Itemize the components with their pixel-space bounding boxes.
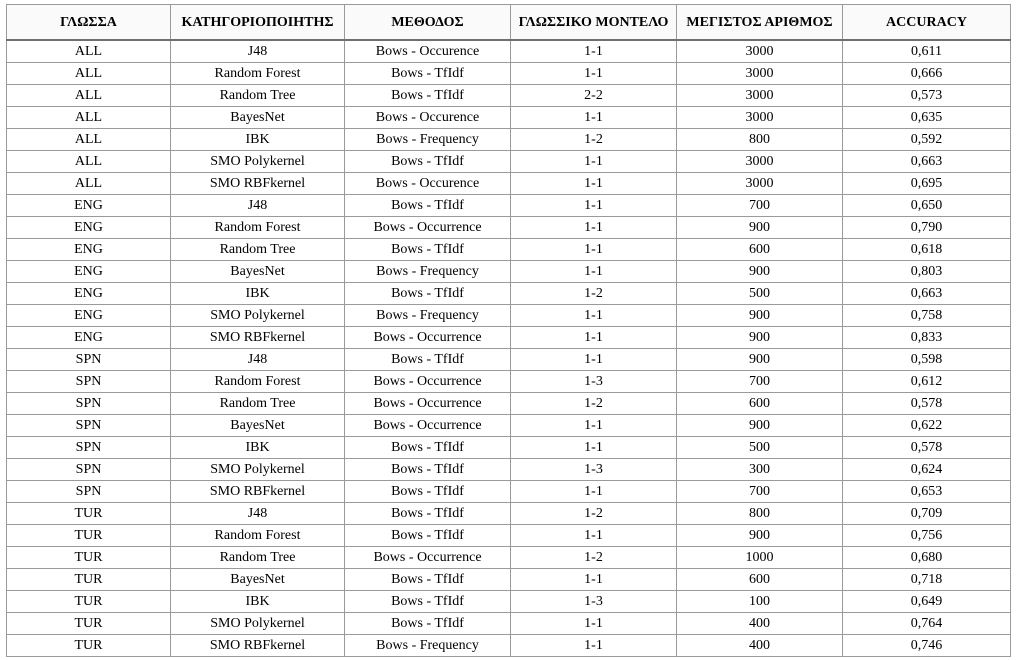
cell-language-model[interactable]: 1-1 xyxy=(511,40,677,63)
cell-language[interactable]: TUR xyxy=(7,591,171,613)
cell-max-number[interactable]: 900 xyxy=(677,305,843,327)
cell-method[interactable]: Bows - TfIdf xyxy=(345,525,511,547)
cell-max-number[interactable]: 300 xyxy=(677,459,843,481)
cell-classifier[interactable]: IBK xyxy=(171,129,345,151)
cell-accuracy[interactable]: 0,718 xyxy=(843,569,1011,591)
cell-accuracy[interactable]: 0,695 xyxy=(843,173,1011,195)
cell-max-number[interactable]: 900 xyxy=(677,349,843,371)
cell-accuracy[interactable]: 0,764 xyxy=(843,613,1011,635)
cell-method[interactable]: Bows - Occurrence xyxy=(345,217,511,239)
table-row xyxy=(7,151,1011,173)
cell-language[interactable]: ALL xyxy=(7,173,171,195)
cell-classifier[interactable]: IBK xyxy=(171,591,345,613)
cell-classifier[interactable]: Random Tree xyxy=(171,239,345,261)
cell-language[interactable]: ALL xyxy=(7,151,171,173)
cell-language[interactable]: ENG xyxy=(7,195,171,217)
table-row xyxy=(7,63,1011,85)
cell-max-number[interactable]: 100 xyxy=(677,591,843,613)
cell-classifier[interactable]: SMO RBFkernel xyxy=(171,635,345,657)
cell-accuracy[interactable]: 0,573 xyxy=(843,85,1011,107)
cell-accuracy[interactable]: 0,650 xyxy=(843,195,1011,217)
table-row xyxy=(7,371,1011,393)
cell-language[interactable]: TUR xyxy=(7,613,171,635)
header-language-model[interactable]: ΓΛΩΣΣΙΚΟ ΜΟΝΤΕΛΟ xyxy=(511,5,677,41)
cell-language[interactable]: ALL xyxy=(7,63,171,85)
cell-accuracy[interactable]: 0,833 xyxy=(843,327,1011,349)
table-row xyxy=(7,239,1011,261)
cell-classifier[interactable]: Random Forest xyxy=(171,525,345,547)
cell-accuracy[interactable]: 0,649 xyxy=(843,591,1011,613)
cell-accuracy[interactable]: 0,611 xyxy=(843,40,1011,63)
cell-method[interactable]: Bows - TfIdf xyxy=(345,151,511,173)
cell-language-model[interactable]: 1-1 xyxy=(511,349,677,371)
cell-language-model[interactable]: 1-1 xyxy=(511,305,677,327)
results-sheet xyxy=(6,4,1010,657)
cell-classifier[interactable]: SMO RBFkernel xyxy=(171,173,345,195)
cell-classifier[interactable]: Random Tree xyxy=(171,85,345,107)
cell-language-model[interactable]: 1-2 xyxy=(511,547,677,569)
cell-accuracy[interactable]: 0,612 xyxy=(843,371,1011,393)
cell-accuracy[interactable]: 0,790 xyxy=(843,217,1011,239)
cell-language[interactable]: TUR xyxy=(7,635,171,657)
cell-classifier[interactable]: IBK xyxy=(171,283,345,305)
table-row xyxy=(7,635,1011,657)
cell-language[interactable]: ENG xyxy=(7,305,171,327)
cell-max-number[interactable]: 900 xyxy=(677,415,843,437)
cell-method[interactable]: Bows - TfIdf xyxy=(345,283,511,305)
cell-accuracy[interactable]: 0,663 xyxy=(843,283,1011,305)
cell-language-model[interactable]: 1-2 xyxy=(511,283,677,305)
cell-classifier[interactable]: Random Forest xyxy=(171,217,345,239)
table-row xyxy=(7,85,1011,107)
cell-language[interactable]: SPN xyxy=(7,437,171,459)
cell-language[interactable]: ALL xyxy=(7,85,171,107)
cell-language-model[interactable]: 1-2 xyxy=(511,503,677,525)
cell-accuracy[interactable]: 0,635 xyxy=(843,107,1011,129)
cell-max-number[interactable]: 700 xyxy=(677,481,843,503)
cell-classifier[interactable]: Random Forest xyxy=(171,63,345,85)
cell-language-model[interactable]: 1-1 xyxy=(511,151,677,173)
table-row xyxy=(7,547,1011,569)
cell-classifier[interactable]: SMO RBFkernel xyxy=(171,327,345,349)
cell-max-number[interactable]: 500 xyxy=(677,283,843,305)
cell-method[interactable]: Bows - TfIdf xyxy=(345,349,511,371)
cell-language[interactable]: SPN xyxy=(7,393,171,415)
header-max-number[interactable]: ΜΕΓΙΣΤΟΣ ΑΡΙΘΜΟΣ xyxy=(677,5,843,41)
table-row xyxy=(7,393,1011,415)
table-row xyxy=(7,129,1011,151)
cell-language-model[interactable]: 1-1 xyxy=(511,635,677,657)
header-row xyxy=(7,5,1011,41)
cell-language[interactable]: SPN xyxy=(7,371,171,393)
cell-language[interactable]: ENG xyxy=(7,283,171,305)
cell-max-number[interactable]: 600 xyxy=(677,239,843,261)
cell-classifier[interactable]: J48 xyxy=(171,349,345,371)
cell-method[interactable]: Bows - TfIdf xyxy=(345,503,511,525)
table-row xyxy=(7,437,1011,459)
cell-language[interactable]: ENG xyxy=(7,217,171,239)
table-row xyxy=(7,195,1011,217)
cell-max-number[interactable]: 1000 xyxy=(677,547,843,569)
table-header xyxy=(7,5,1011,41)
table-row xyxy=(7,481,1011,503)
cell-language[interactable]: SPN xyxy=(7,481,171,503)
cell-max-number[interactable]: 900 xyxy=(677,525,843,547)
cell-max-number[interactable]: 900 xyxy=(677,327,843,349)
table-row xyxy=(7,173,1011,195)
cell-method[interactable]: Bows - TfIdf xyxy=(345,459,511,481)
cell-max-number[interactable]: 800 xyxy=(677,503,843,525)
cell-language[interactable]: SPN xyxy=(7,459,171,481)
cell-accuracy[interactable]: 0,758 xyxy=(843,305,1011,327)
cell-method[interactable]: Bows - TfIdf xyxy=(345,437,511,459)
cell-classifier[interactable]: SMO Polykernel xyxy=(171,151,345,173)
cell-method[interactable]: Bows - TfIdf xyxy=(345,481,511,503)
cell-language[interactable]: ENG xyxy=(7,261,171,283)
cell-classifier[interactable]: SMO Polykernel xyxy=(171,459,345,481)
table-row xyxy=(7,305,1011,327)
cell-language[interactable]: ENG xyxy=(7,239,171,261)
cell-accuracy[interactable]: 0,709 xyxy=(843,503,1011,525)
table-row xyxy=(7,283,1011,305)
cell-max-number[interactable]: 600 xyxy=(677,569,843,591)
table-row xyxy=(7,569,1011,591)
cell-language-model[interactable]: 1-1 xyxy=(511,261,677,283)
cell-classifier[interactable]: IBK xyxy=(171,437,345,459)
cell-max-number[interactable]: 3000 xyxy=(677,151,843,173)
cell-classifier[interactable]: BayesNet xyxy=(171,261,345,283)
cell-method[interactable]: Bows - Occurence xyxy=(345,40,511,63)
cell-language-model[interactable]: 1-1 xyxy=(511,415,677,437)
cell-classifier[interactable]: J48 xyxy=(171,195,345,217)
cell-accuracy[interactable]: 0,680 xyxy=(843,547,1011,569)
cell-max-number[interactable]: 3000 xyxy=(677,107,843,129)
cell-language-model[interactable]: 1-3 xyxy=(511,459,677,481)
cell-max-number[interactable]: 400 xyxy=(677,635,843,657)
cell-max-number[interactable]: 800 xyxy=(677,129,843,151)
cell-language[interactable]: SPN xyxy=(7,349,171,371)
cell-language-model[interactable]: 1-1 xyxy=(511,569,677,591)
cell-language-model[interactable]: 1-1 xyxy=(511,437,677,459)
cell-accuracy[interactable]: 0,803 xyxy=(843,261,1011,283)
cell-method[interactable]: Bows - Occurrence xyxy=(345,393,511,415)
table-row xyxy=(7,525,1011,547)
cell-language-model[interactable]: 1-1 xyxy=(511,525,677,547)
cell-accuracy[interactable]: 0,746 xyxy=(843,635,1011,657)
cell-method[interactable]: Bows - Frequency xyxy=(345,261,511,283)
cell-method[interactable]: Bows - Occurence xyxy=(345,173,511,195)
cell-language-model[interactable]: 1-1 xyxy=(511,327,677,349)
cell-classifier[interactable]: SMO Polykernel xyxy=(171,613,345,635)
cell-language[interactable]: ALL xyxy=(7,129,171,151)
cell-accuracy[interactable]: 0,618 xyxy=(843,239,1011,261)
table-row xyxy=(7,503,1011,525)
cell-max-number[interactable]: 500 xyxy=(677,437,843,459)
cell-classifier[interactable]: J48 xyxy=(171,40,345,63)
cell-accuracy[interactable]: 0,663 xyxy=(843,151,1011,173)
table-row xyxy=(7,40,1011,63)
cell-language[interactable]: TUR xyxy=(7,547,171,569)
cell-language-model[interactable]: 1-1 xyxy=(511,63,677,85)
table-row xyxy=(7,591,1011,613)
cell-method[interactable]: Bows - Frequency xyxy=(345,635,511,657)
cell-max-number[interactable]: 400 xyxy=(677,613,843,635)
cell-method[interactable]: Bows - Frequency xyxy=(345,129,511,151)
cell-language-model[interactable]: 1-3 xyxy=(511,371,677,393)
cell-method[interactable]: Bows - TfIdf xyxy=(345,591,511,613)
table-row xyxy=(7,107,1011,129)
cell-classifier[interactable]: SMO RBFkernel xyxy=(171,481,345,503)
cell-max-number[interactable]: 3000 xyxy=(677,173,843,195)
cell-method[interactable]: Bows - Occurence xyxy=(345,107,511,129)
cell-accuracy[interactable]: 0,592 xyxy=(843,129,1011,151)
cell-language[interactable]: ENG xyxy=(7,327,171,349)
cell-language-model[interactable]: 1-2 xyxy=(511,393,677,415)
cell-classifier[interactable]: BayesNet xyxy=(171,415,345,437)
cell-classifier[interactable]: Random Tree xyxy=(171,547,345,569)
cell-method[interactable]: Bows - Occurrence xyxy=(345,415,511,437)
cell-max-number[interactable]: 600 xyxy=(677,393,843,415)
table-row xyxy=(7,349,1011,371)
header-accuracy[interactable]: ACCURACY xyxy=(843,5,1011,41)
cell-language-model[interactable]: 1-1 xyxy=(511,217,677,239)
cell-method[interactable]: Bows - Occurrence xyxy=(345,327,511,349)
cell-language-model[interactable]: 1-1 xyxy=(511,195,677,217)
cell-method[interactable]: Bows - TfIdf xyxy=(345,569,511,591)
cell-method[interactable]: Bows - TfIdf xyxy=(345,613,511,635)
cell-classifier[interactable]: J48 xyxy=(171,503,345,525)
cell-method[interactable]: Bows - TfIdf xyxy=(345,63,511,85)
cell-classifier[interactable]: BayesNet xyxy=(171,107,345,129)
cell-method[interactable]: Bows - Occurrence xyxy=(345,547,511,569)
cell-max-number[interactable]: 3000 xyxy=(677,40,843,63)
cell-classifier[interactable]: Random Forest xyxy=(171,371,345,393)
cell-language-model[interactable]: 1-1 xyxy=(511,613,677,635)
table-row xyxy=(7,415,1011,437)
header-classifier[interactable]: ΚΑΤΗΓΟΡΙΟΠΟΙΗΤΗΣ xyxy=(171,5,345,41)
cell-language-model[interactable]: 1-1 xyxy=(511,239,677,261)
table-row xyxy=(7,459,1011,481)
cell-max-number[interactable]: 900 xyxy=(677,261,843,283)
cell-language-model[interactable]: 1-1 xyxy=(511,107,677,129)
cell-method[interactable]: Bows - TfIdf xyxy=(345,239,511,261)
cell-classifier[interactable]: BayesNet xyxy=(171,569,345,591)
cell-language[interactable]: TUR xyxy=(7,503,171,525)
cell-language[interactable]: TUR xyxy=(7,569,171,591)
cell-max-number[interactable]: 700 xyxy=(677,371,843,393)
cell-language[interactable]: ALL xyxy=(7,40,171,63)
cell-language-model[interactable]: 1-1 xyxy=(511,481,677,503)
table-row xyxy=(7,613,1011,635)
cell-accuracy[interactable]: 0,653 xyxy=(843,481,1011,503)
cell-method[interactable]: Bows - Occurrence xyxy=(345,371,511,393)
cell-method[interactable]: Bows - Frequency xyxy=(345,305,511,327)
cell-method[interactable]: Bows - TfIdf xyxy=(345,195,511,217)
table-row xyxy=(7,217,1011,239)
cell-max-number[interactable]: 3000 xyxy=(677,63,843,85)
cell-language[interactable]: TUR xyxy=(7,525,171,547)
results-table xyxy=(6,4,1011,657)
cell-language-model[interactable]: 2-2 xyxy=(511,85,677,107)
table-row xyxy=(7,327,1011,349)
table-body xyxy=(7,40,1011,657)
header-method[interactable]: ΜΕΘΟΔΟΣ xyxy=(345,5,511,41)
cell-accuracy[interactable]: 0,666 xyxy=(843,63,1011,85)
cell-accuracy[interactable]: 0,598 xyxy=(843,349,1011,371)
cell-language-model[interactable]: 1-3 xyxy=(511,591,677,613)
cell-accuracy[interactable]: 0,624 xyxy=(843,459,1011,481)
table-row xyxy=(7,261,1011,283)
cell-max-number[interactable]: 900 xyxy=(677,217,843,239)
cell-accuracy[interactable]: 0,578 xyxy=(843,437,1011,459)
cell-accuracy[interactable]: 0,756 xyxy=(843,525,1011,547)
cell-accuracy[interactable]: 0,622 xyxy=(843,415,1011,437)
header-language[interactable]: ΓΛΩΣΣΑ xyxy=(7,5,171,41)
cell-classifier[interactable]: Random Tree xyxy=(171,393,345,415)
cell-language[interactable]: ALL xyxy=(7,107,171,129)
cell-classifier[interactable]: SMO Polykernel xyxy=(171,305,345,327)
cell-method[interactable]: Bows - TfIdf xyxy=(345,85,511,107)
cell-language-model[interactable]: 1-2 xyxy=(511,129,677,151)
cell-language-model[interactable]: 1-1 xyxy=(511,173,677,195)
cell-max-number[interactable]: 700 xyxy=(677,195,843,217)
cell-max-number[interactable]: 3000 xyxy=(677,85,843,107)
cell-accuracy[interactable]: 0,578 xyxy=(843,393,1011,415)
cell-language[interactable]: SPN xyxy=(7,415,171,437)
